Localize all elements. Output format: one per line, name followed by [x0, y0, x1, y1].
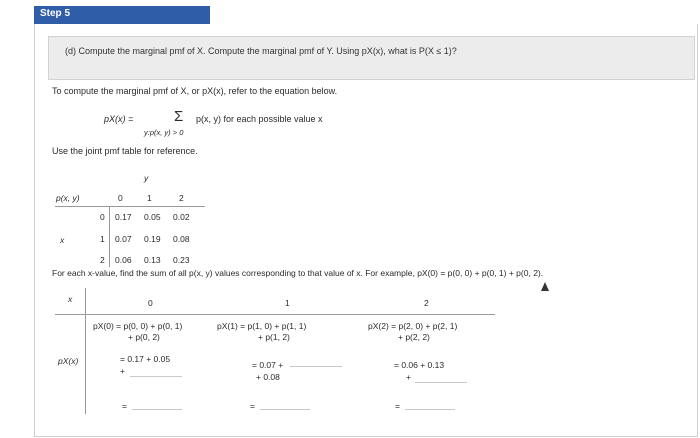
marginal-sum: = 0.17 + 0.05: [120, 354, 171, 364]
marginal-sum: = 0.06 + 0.13: [394, 360, 445, 370]
joint-cell: 0.23: [173, 255, 190, 265]
joint-cell: 0.06: [115, 255, 132, 265]
formula-subscript: y:p(x, y) > 0: [144, 128, 184, 137]
marginal-formula: pX(1) = p(1, 0) + p(1, 1): [217, 321, 307, 331]
formula-rhs: p(x, y) for each possible value x: [196, 114, 323, 124]
marginal-formula: + p(2, 2): [398, 332, 430, 342]
answer-blank[interactable]: [132, 399, 182, 410]
mouse-cursor-icon: [541, 282, 549, 291]
joint-cell: 0.02: [173, 212, 190, 222]
marginal-row-rule: [85, 288, 86, 414]
equals-sign: =: [122, 401, 127, 411]
equals-sign: =: [250, 401, 255, 411]
marginal-col-header: 2: [424, 298, 429, 308]
marginal-col-header: 0: [148, 298, 153, 308]
answer-blank[interactable]: [405, 399, 455, 410]
joint-row-rule: [109, 207, 110, 267]
marginal-x-label: x: [68, 294, 73, 304]
question-text: (d) Compute the marginal pmf of X. Compute the marginal pmf of Y. Using pX(x), what is P(X ≤ 1)?: [65, 46, 457, 56]
formula-lhs: pX(x) =: [104, 114, 134, 124]
intro-text: To compute the marginal pmf of X, or pX(x), refer to the equation below.: [52, 86, 338, 96]
joint-cell: 0.17: [115, 212, 132, 222]
joint-cell: 0.13: [144, 255, 161, 265]
answer-blank[interactable]: [415, 372, 467, 383]
joint-row-header: 2: [100, 255, 105, 265]
marginal-formula: + p(0, 2): [128, 332, 160, 342]
marginal-sum: +: [406, 372, 411, 382]
question-box: [48, 36, 695, 80]
marginal-sum: +: [120, 366, 125, 376]
joint-header-rule: [55, 206, 205, 207]
answer-blank[interactable]: [260, 399, 310, 410]
joint-col-header: 1: [147, 193, 152, 203]
marginal-sum: = 0.07 +: [252, 360, 284, 370]
marginal-formula: + p(1, 2): [258, 332, 290, 342]
equals-sign: =: [395, 401, 400, 411]
answer-blank[interactable]: [130, 366, 182, 377]
instruction-text: For each x-value, find the sum of all p(x, y) values corresponding to that value of x. For example, pX(0) = p(0, 0) + p(0, 1) + p(0, 2).: [52, 268, 544, 278]
y-axis-label: y: [144, 173, 149, 183]
joint-row-header: 1: [100, 234, 105, 244]
joint-corner-label: p(x, y): [56, 193, 80, 203]
marginal-px-label: pX(x): [58, 356, 79, 366]
answer-blank[interactable]: [290, 356, 342, 367]
joint-cell: 0.19: [144, 234, 161, 244]
table-note: Use the joint pmf table for reference.: [52, 146, 198, 156]
joint-cell: 0.07: [115, 234, 132, 244]
joint-col-header: 2: [179, 193, 184, 203]
marginal-col-header: 1: [285, 298, 290, 308]
joint-col-header: 0: [118, 193, 123, 203]
joint-cell: 0.08: [173, 234, 190, 244]
sigma-symbol: Σ: [174, 108, 184, 125]
marginal-header-rule: [55, 314, 495, 315]
joint-cell: 0.05: [144, 212, 161, 222]
x-axis-label: x: [60, 235, 65, 245]
joint-row-header: 0: [100, 212, 105, 222]
marginal-formula: pX(0) = p(0, 0) + p(0, 1): [93, 321, 183, 331]
marginal-formula: pX(2) = p(2, 0) + p(2, 1): [368, 321, 458, 331]
marginal-sum: + 0.08: [256, 372, 280, 382]
step-label: Step 5: [40, 8, 71, 19]
